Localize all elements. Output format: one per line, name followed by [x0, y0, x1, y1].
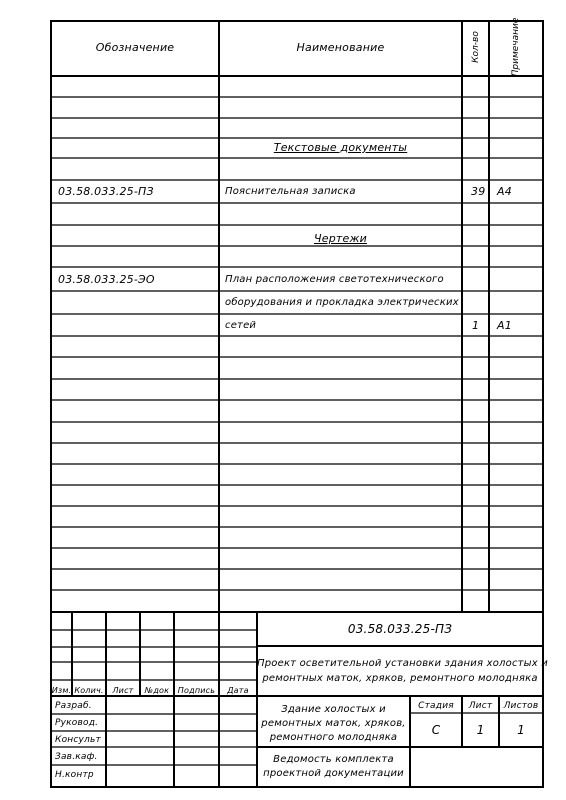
stamp-doc-code: 03.58.033.25-ПЗ	[347, 622, 453, 636]
section-text-documents: Текстовые документы	[273, 141, 408, 154]
row-lines	[51, 97, 543, 590]
stamp-col-list: Лист	[112, 686, 134, 695]
row1-qty: 39	[471, 185, 486, 198]
row2-name-line3: сетей	[225, 320, 257, 331]
stamp-role-developer: Разраб.	[55, 701, 92, 711]
stamp-project-line2: ремонтных маток, хряков, ремонтного молодняка	[262, 673, 538, 684]
stamp-col-kol: Колич.	[74, 686, 104, 695]
stamp-role-supervisor: Руковод.	[55, 718, 99, 728]
designation-header: Обозначение	[95, 41, 175, 54]
row1-name: Пояснительная записка	[225, 186, 356, 197]
row2-name-line2: оборудования и прокладка электрических	[225, 297, 459, 308]
stamp-col-ndok: №док	[144, 686, 170, 695]
stamp-stage-label: Стадия	[418, 701, 454, 711]
row2-code: 03.58.033.25-ЭО	[58, 273, 155, 286]
name-header: Наименование	[296, 41, 385, 54]
note-header: Примечание	[511, 17, 521, 77]
stamp-project-line1: Проект осветительной установки здания холостых и	[257, 658, 548, 669]
stamp-role-consultant: Консульт	[55, 735, 101, 745]
row2-name-line1: План расположения светотехнического	[225, 274, 444, 285]
stamp-sheet-label: Лист	[468, 701, 493, 711]
stamp-object-line3: ремонтного молодняка	[269, 732, 398, 743]
stamp-left-verticals	[72, 612, 257, 787]
stamp-sheets-label: Листов	[503, 701, 539, 711]
stamp-title-line1: Ведомость комплекта	[273, 754, 394, 765]
row2-format: А1	[497, 319, 512, 332]
stamp-role-norm-control: Н.контр	[55, 770, 94, 780]
stamp-sheets-value: 1	[517, 723, 525, 737]
stamp-stage-value: С	[431, 723, 441, 737]
stamp-object-line1: Здание холостых и	[281, 704, 386, 715]
row1-format: А4	[497, 185, 512, 198]
row1-code: 03.58.033.25-ПЗ	[58, 185, 154, 198]
stamp-col-sign: Подпись	[177, 686, 216, 695]
stamp-role-head-dept: Зав.каф.	[55, 752, 98, 762]
stamp-col-izm: Изм.	[51, 686, 72, 695]
row2-qty: 1	[472, 319, 480, 332]
stamp-col-date: Дата	[227, 686, 249, 695]
qty-header: Кол-во	[471, 31, 481, 63]
stamp-title-line2: проектной документации	[263, 768, 404, 779]
stamp-sheet-value: 1	[476, 723, 485, 737]
stamp-object-line2: ремонтных маток, хряков,	[261, 718, 406, 729]
section-drawings: Чертежи	[314, 232, 367, 245]
